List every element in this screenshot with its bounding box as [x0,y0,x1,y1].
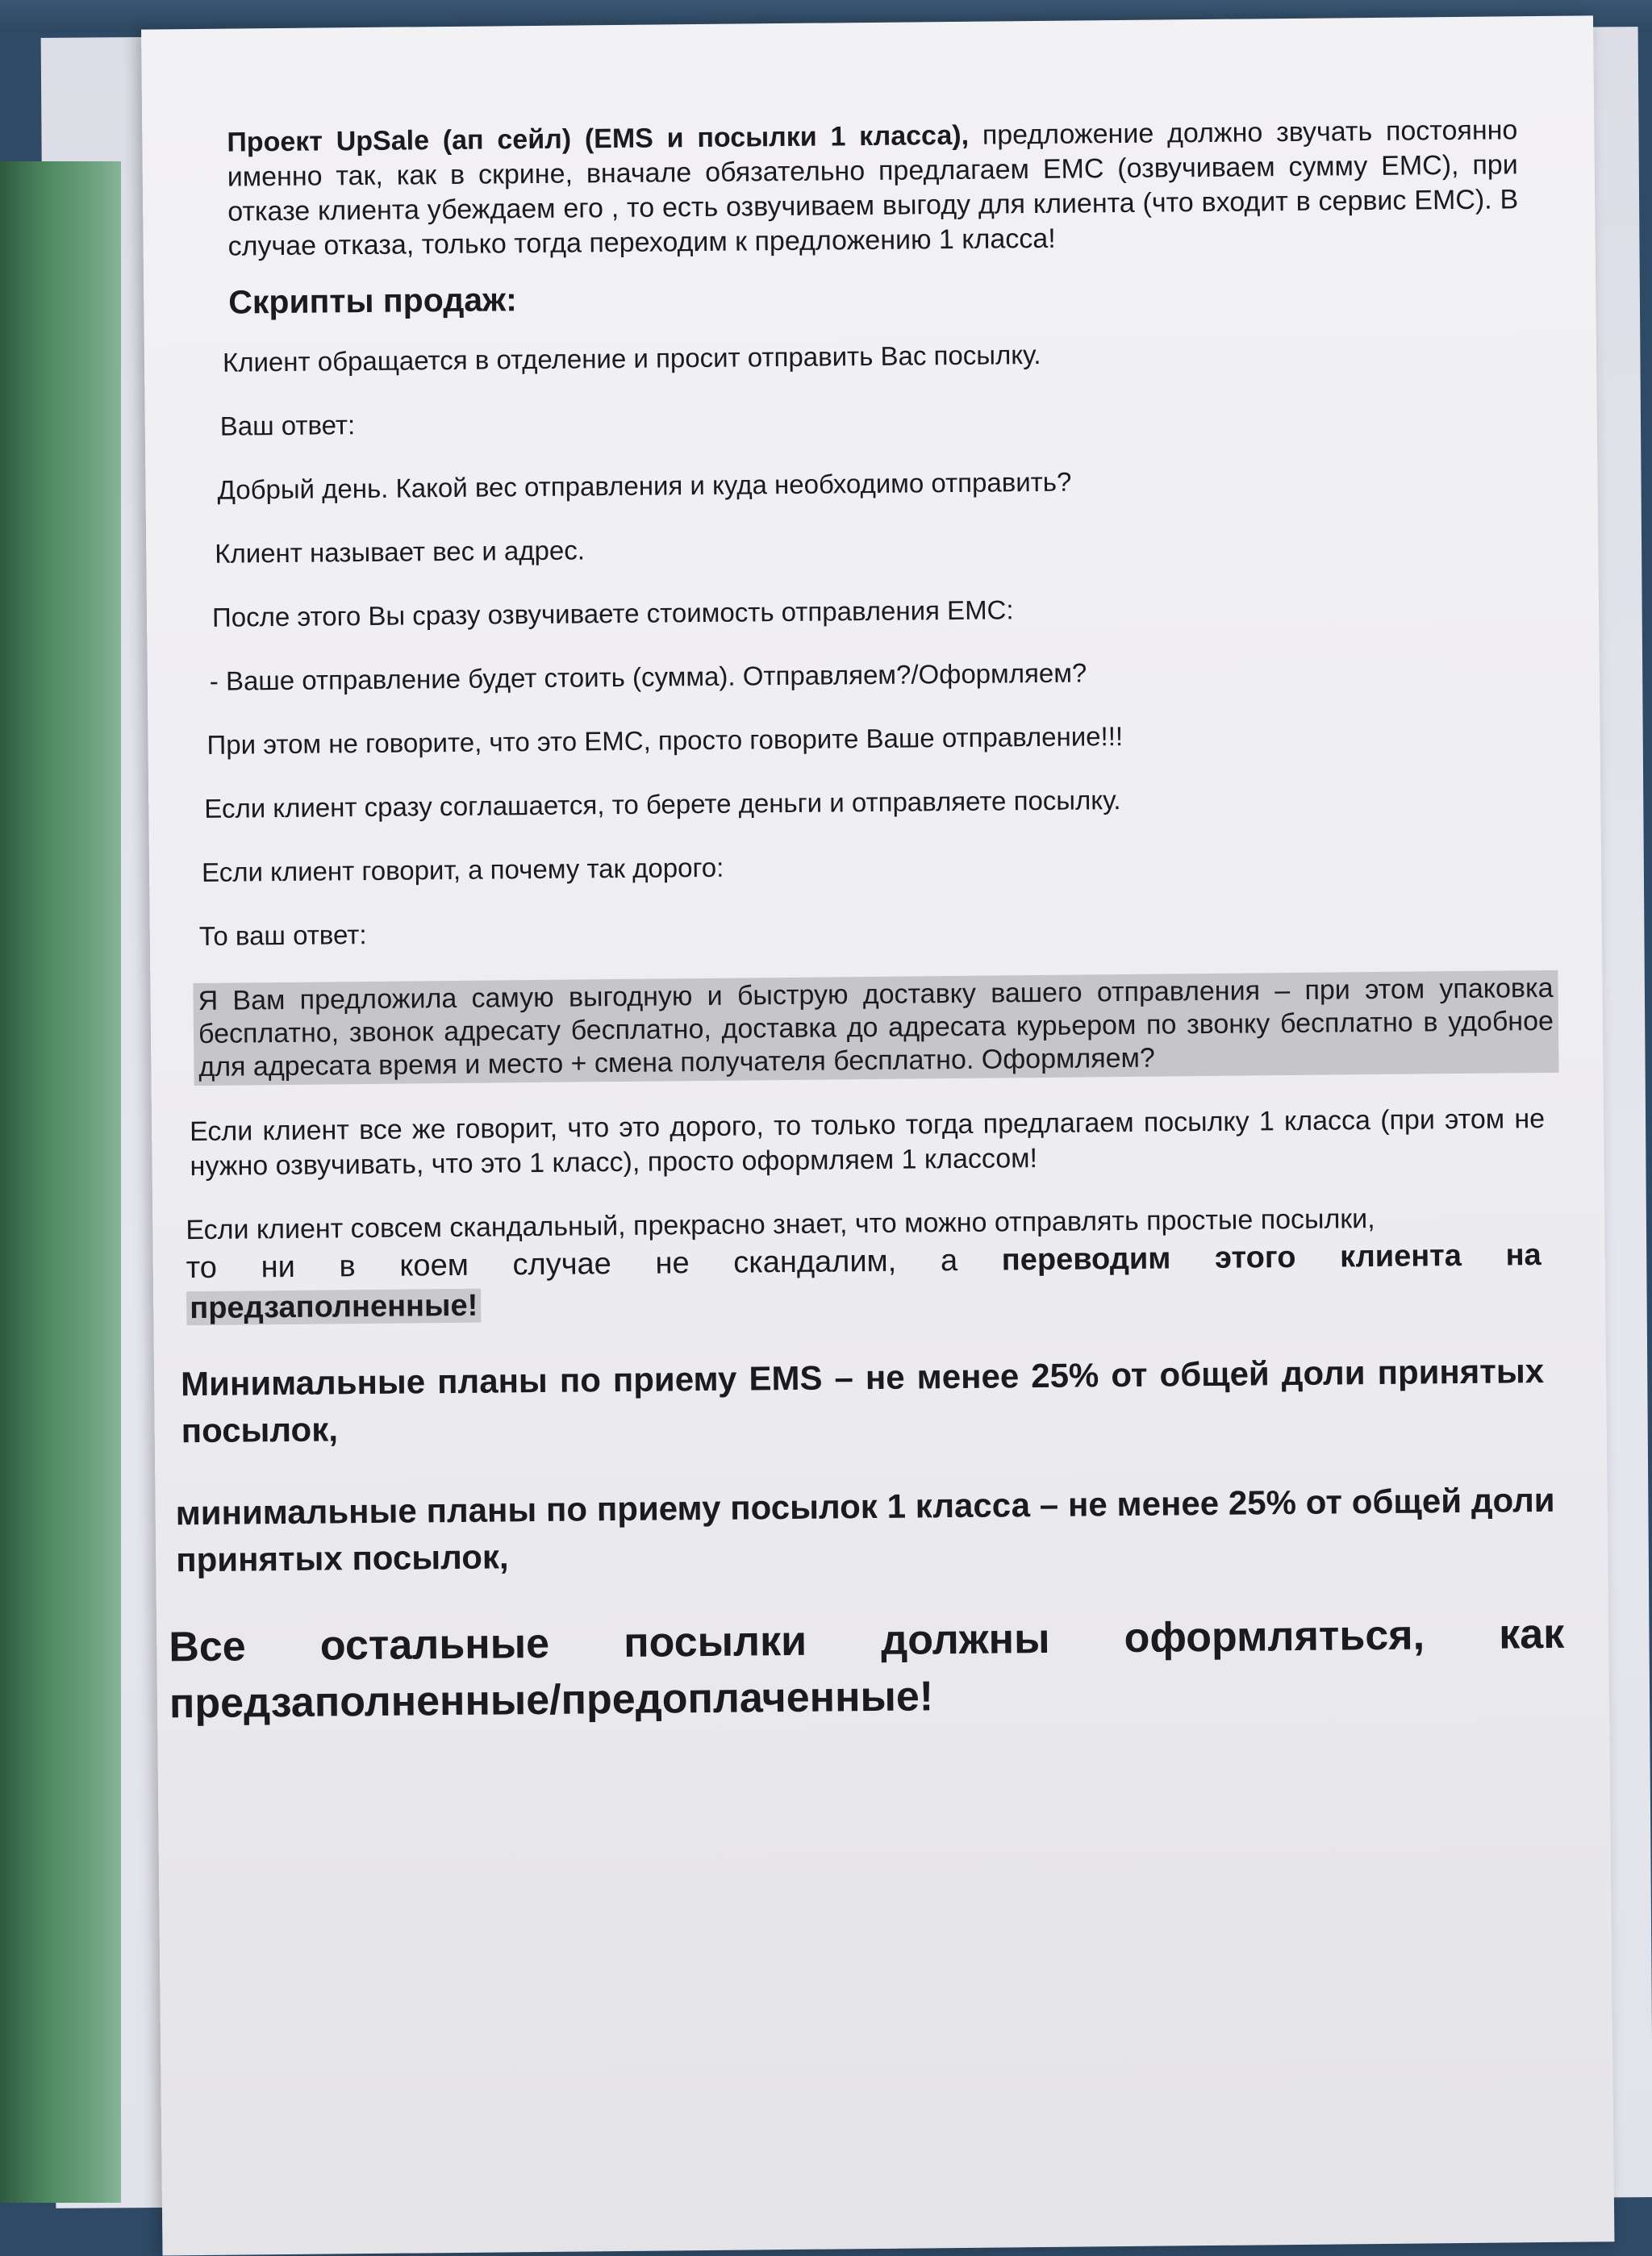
highlighted-offer: Я Вам предложила самую выгодную и быструю доставку вашего отправления – при этом упаковка бесплатно, звонок адресату бесплатно, доставка до адресата курьером по звонку бесплатно в удобное для адресата время и место + смена получателя бесплатно. Оформляем? [193,970,1558,1086]
final-line-1: Все остальные посылки должны оформляться, как [169,1610,1565,1671]
document-content [169,113,1565,1731]
green-folder-edge [0,161,121,2203]
script-line-client-agrees: Если клиент сразу соглашается, то берете деньги и отправляете посылку. [204,785,1121,824]
script-line-your-answer: Ваш ответ: [219,410,356,441]
intro-title: Проект UpSale (ап сейл) (EMS и посылки 1 класса), [227,119,970,158]
final-statement [169,1606,1565,1733]
scandal-line-2-bold: переводим этого клиента на [1001,1238,1541,1278]
script-line-greeting: Добрый день. Какой вес отправления и куда необходимо отправить? [217,466,1072,505]
script-line-price-question: - Ваше отправление будет стоить (сумма). Отправляем?/Оформляем? [209,657,1087,696]
document-page [141,15,1614,2255]
scandal-paragraph [186,1200,1541,1328]
plan-ems: Минимальные планы по приему EMS – не менее 25% от общей доли принятых посылок, [180,1352,1545,1450]
final-line-2: предзаполненные/предоплаченные! [169,1673,934,1728]
script-line-voice-cost: После этого Вы сразу озвучиваете стоимость отправления ЕМС: [211,594,1014,632]
script-line-client-weight: Клиент называет вес и адрес. [215,535,586,569]
script-line-too-expensive: Если клиент говорит, а почему так дорого: [201,852,724,887]
script-line-then-answer: То ваш ответ: [198,919,367,952]
intro-paragraph [227,113,1519,264]
script-line-dont-say-ems: При этом не говорите, что это ЕМС, просто говорите Ваше отправление!!! [206,720,1124,760]
intro-text: предложение должно звучать постоянно именно так, как в скрине, вначале обязательно предлагаем ЕМС (озвучиваем сумму ЕМС), при отказе клиента убеждаем его , то есть озвучиваем выгоду для клиента (что входит в сервис ЕМС). В случае отказа, только тогда переходим к предложению 1 класса! [227,115,1519,262]
section-heading: Скрипты продаж: [228,281,517,321]
scandal-line-1: Если клиент совсем скандальный, прекрасно знает, что можно отправлять простые посылки, [186,1203,1375,1246]
script-line-client-request: Клиент обращается в отделение и просит отправить Вас посылку. [222,339,1041,377]
plan-first-class: минимальные планы по приему посылок 1 класса – не менее 25% от общей доли принятых посылок, [175,1480,1555,1579]
scandal-line-2-text: то ни в коем случае не скандалим, а [186,1243,1002,1286]
first-class-paragraph: Если клиент все же говорит, что это дорого, то только тогда предлагаем посылку 1 класса (при этом не нужно озвучивать, что это 1 класс), просто оформляем 1 классом! [189,1103,1546,1182]
prefilled-highlight: предзаполненные! [186,1289,481,1326]
